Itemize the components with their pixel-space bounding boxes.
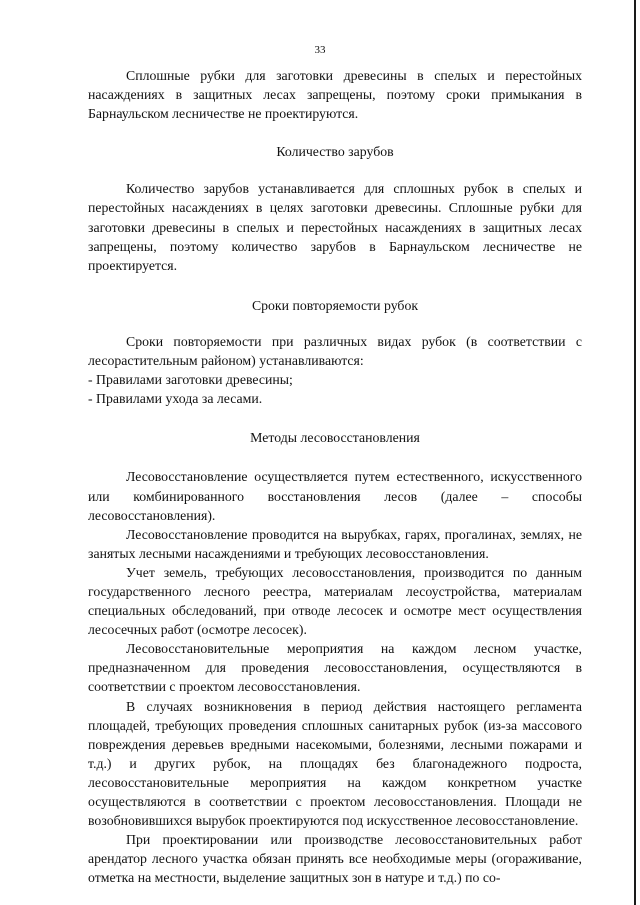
section-title-repeat-terms: Сроки повторяемости рубок — [251, 297, 419, 313]
reforestation-paragraph: Лесовосстановительные мероприятия на каждом лесном участке, предназначенном для проведения лесовосстановления, осуществляются в соответствии с проектом лесовосстановления. — [88, 641, 582, 695]
list-item: - Правилами ухода за лесами. — [88, 391, 263, 407]
section-title-reforestation: Методы лесовосстановления — [250, 430, 420, 446]
scan-edge-line — [634, 0, 636, 905]
reforestation-paragraph: Учет земель, требующих лесовосстановления, производится по данным государственного лесного реестра, материалам лесоустройства, материалам специальных обследований, при отводе лесосек и осмотре мест осуществления лесосечных работ (осмотре лесосек). — [88, 564, 582, 638]
document-body — [88, 66, 582, 887]
section-title-fellings-count: Количество зарубов — [276, 144, 394, 160]
intro-paragraph: Сплошные рубки для заготовки древесины в спелых и перестойных насаждениях в защитных лесах запрещены, поэтому сроки примыкания в Барнаульском лесничестве не проектируются. — [88, 68, 582, 122]
reforestation-paragraph: Лесовосстановление осуществляется путем естественного, искусственного или комбинированного восстановления лесов (далее – способы лесовосстановления). — [88, 469, 582, 523]
page-number: 33 — [314, 44, 326, 56]
reforestation-paragraph: В случаях возникновения в период действия настоящего регламента площадей, требующих проведения сплошных санитарных рубок (из-за массового повреждения деревьев вредными насекомыми, болезнями, лесными пожарами и т.д.) и других рубок, на площадях без благонадежного подроста, лесовосстановительные мероприятия на каждом конкретном участке осуществляются в соответствии с проектом лесовосстановления. Площади не возобновившихся вырубок проектируются под искусственное лесовосстановление. — [88, 698, 582, 829]
reforestation-paragraph: При проектировании или производстве лесовосстановительных работ арендатор лесного участка обязан принять все необходимые меры (огораживание, отметка на местности, выделение защитных зон в натуре и т.д.) по со- — [88, 832, 582, 886]
list-item: - Правилами заготовки древесины; — [88, 372, 293, 388]
reforestation-paragraph: Лесовосстановление проводится на вырубках, гарях, прогалинах, землях, не занятых лесными насаждениями и требующих лесовосстановления. — [88, 526, 582, 561]
repeat-terms-paragraph: Сроки повторяемости при различных видах рубок (в соответствии с лесорастительным районом) устанавливаются: — [88, 333, 582, 369]
fellings-count-paragraph: Количество зарубов устанавливается для сплошных рубок в спелых и перестойных насаждениях в целях заготовки древесины. Сплошные рубки для заготовки древесины в спелых и перестойных насаждениях в защитных лесах запрещены, поэтому количество зарубов в Барнаульском лесничестве не проектируется. — [88, 181, 582, 273]
